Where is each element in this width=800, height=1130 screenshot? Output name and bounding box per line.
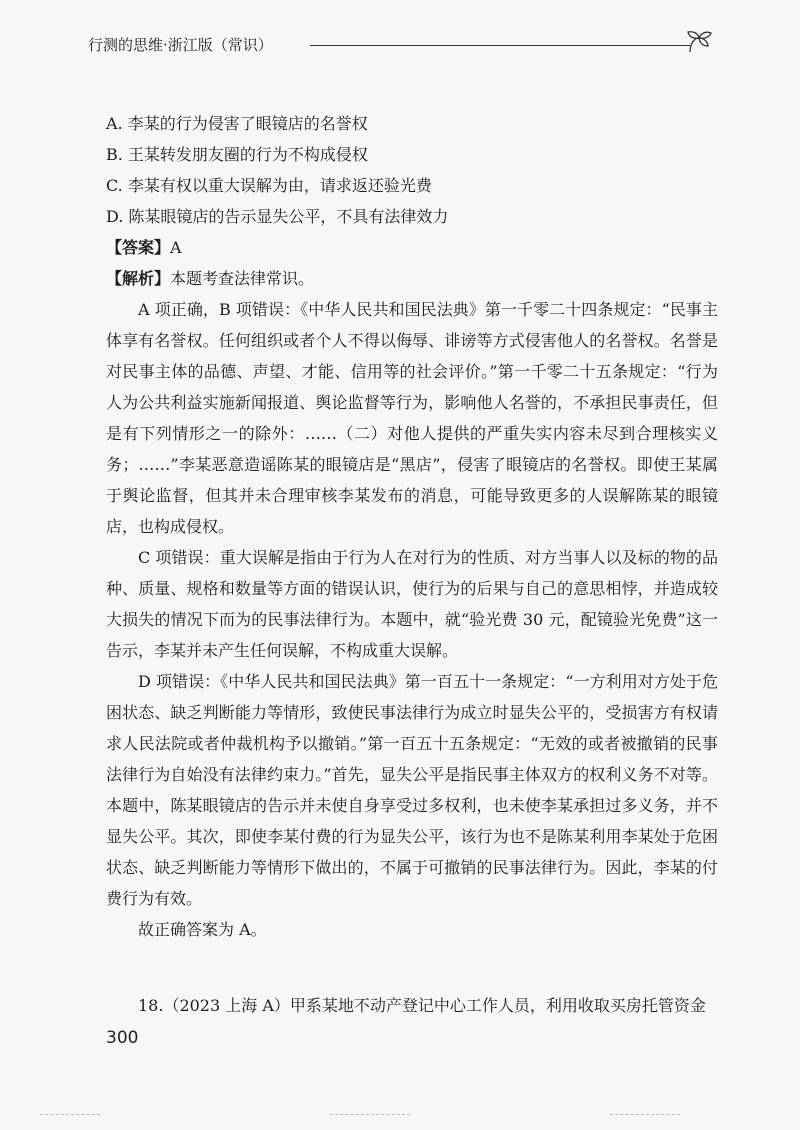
analysis-paragraph-ab: A 项正确，B 项错误：《中华人民共和国民法典》第一千零二十四条规定：“民事主体享有名誉权。任何组织或者个人不得以侮辱、诽谤等方式侵害他人的名誉权。名誉是对民事主体的品德、声望、才能、信用等的社会评价。”第一千零二十五条规定：“行为人为公共利益实施新闻报道、舆论监督等行为，影响他人名誉的，不承担民事责任，但是有下列情形之一的除外：……（二）对他人提供的严重失实内容未尽到合理核实义务；……”李某恶意造谣陈某的眼镜店是“黑店”，侵害了眼镜店的名誉权。即使王某属于舆论监督，但其并未合理审核李某发布的消息，可能导致更多的人误解陈某的眼镜店，也构成侵权。 — [106, 300, 718, 536]
analysis-line — [106, 263, 718, 294]
scan-edge-mark — [330, 1114, 410, 1115]
running-header — [88, 28, 728, 58]
book-title: 行测的思维·浙江版（常识） — [88, 36, 273, 54]
conclusion: 故正确答案为 A。 — [138, 920, 267, 939]
analysis-label: 【解析】 — [106, 269, 171, 288]
scan-edge-mark — [610, 1114, 680, 1115]
page-number: 300 — [106, 1028, 139, 1048]
scan-edge-mark — [40, 1114, 100, 1115]
analysis-paragraph-d: D 项错误：《中华人民共和国民法典》第一百五十一条规定：“一方利用对方处于危困状态、缺乏判断能力等情形，致使民事法律行为成立时显失公平的，受损害方有权请求人民法院或者仲裁机构予以撤销。”第一百五十五条规定：“无效的或者被撤销的民事法律行为自始没有法律约束力。”首先，显失公平是指民事主体双方的权利义务不对等。本题中，陈某眼镜店的告示并未使自身享受过多权利，也未使李某承担过多义务，并不显失公平。其次，即使李某付费的行为显失公平，该行为也不是陈某利用李某处于危困状态、缺乏判断能力等情形下做出的，不属于可撤销的民事法律行为。因此，李某的付费行为有效。 — [106, 672, 718, 908]
answer-line — [106, 232, 718, 263]
next-question-stem: 18.（2023 上海 A）甲系某地不动产登记中心工作人员，利用收取买房托管资金 — [138, 996, 706, 1015]
analysis-paragraph-c: C 项错误：重大误解是指由于行为人在对行为的性质、对方当事人以及标的物的品种、质量、规格和数量等方面的错误认识，使行为的后果与自己的意思相悖，并造成较大损失的情况下而为的民事法律行为。本题中，就“验光费 30 元，配镜验光免费”这一告示，李某并未产生任何误解，不构成重大误解。 — [106, 548, 718, 660]
option-b: B. 王某转发朋友圈的行为不构成侵权 — [106, 145, 368, 164]
option-d: D. 陈某眼镜店的告示显失公平，不具有法律效力 — [106, 207, 449, 226]
analysis-intro: 本题考查法律常识。 — [170, 269, 315, 288]
option-c: C. 李某有权以重大误解为由，请求返还验光费 — [106, 176, 432, 195]
header-rule — [310, 45, 690, 46]
option-a: A. 李某的行为侵害了眼镜店的名誉权 — [106, 114, 368, 133]
page-content — [106, 108, 718, 945]
sprout-leaf-icon — [684, 28, 714, 56]
answer-label: 【答案】 — [106, 238, 171, 257]
answer-value: A — [170, 238, 182, 257]
